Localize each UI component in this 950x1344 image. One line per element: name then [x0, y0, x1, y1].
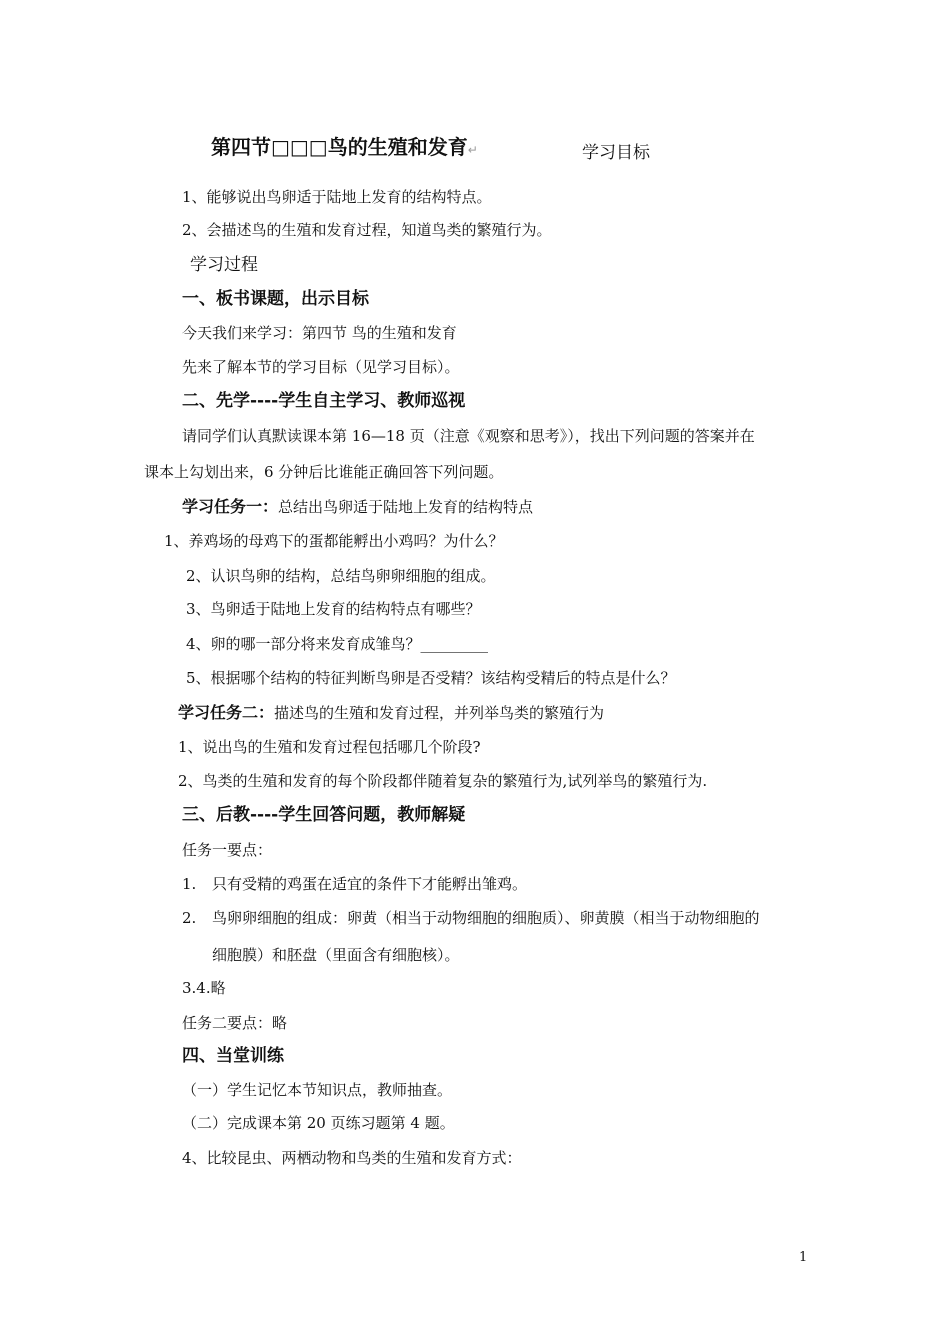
task-2-label: 学习任务二：	[178, 703, 275, 722]
learning-process-heading: 学习过程	[190, 255, 258, 275]
section-2-paragraph-line-1: 请同学们认真默读课本第 16—18 页（注意《观察和思考》），找出下列问题的答案并在	[182, 427, 755, 445]
practice-item-3: 4、比较昆虫、两栖动物和鸟类的生殖和发育方式：	[182, 1149, 522, 1167]
task-1-label: 学习任务一：	[182, 497, 279, 516]
answer-point-2-number: 2.	[182, 909, 197, 927]
answer-point-2-text-line-2: 细胞膜）和胚盘（里面含有细胞核）。	[212, 946, 460, 964]
answer-point-1	[182, 874, 527, 894]
task-2-question-2: 2、鸟类的生殖和发育的每个阶段都伴随着复杂的繁殖行为,试列举鸟的繁殖行为.	[178, 772, 708, 790]
goal-item-1: 1、能够说出鸟卵适于陆地上发育的结构特点。	[182, 188, 492, 206]
task-1-points-label: 任务一要点：	[182, 841, 273, 859]
task-1-heading	[182, 497, 533, 517]
task-1-question-5: 5、根据哪个结构的特征判断鸟卵是否受精？该结构受精后的特点是什么？	[186, 669, 676, 687]
section-1-heading: 一、板书课题，出示目标	[182, 289, 369, 309]
learning-goals-heading: 学习目标	[582, 143, 650, 163]
answer-point-2-text-line-1: 鸟卵卵细胞的组成：卵黄（相当于动物细胞的细胞质）、卵黄膜（相当于动物细胞的	[212, 909, 760, 927]
task-1-question-1: 1、养鸡场的母鸡下的蛋都能孵出小鸡吗？为什么？	[164, 532, 504, 550]
answer-point-1-number: 1.	[182, 875, 197, 893]
goal-item-2: 2、会描述鸟的生殖和发育过程，知道鸟类的繁殖行为。	[182, 221, 552, 239]
section-3-heading: 三、后教----学生回答问题，教师解疑	[182, 805, 466, 825]
section-2-paragraph-line-2: 课本上勾划出来，6 分钟后比谁能正确回答下列问题。	[144, 463, 504, 481]
lesson-title-text: 第四节□□□鸟的生殖和发育	[211, 135, 468, 159]
task-1-question-3: 3、鸟卵适于陆地上发育的结构特点有哪些？	[186, 600, 481, 618]
practice-item-2: （二）完成课本第 20 页练习题第 4 题。	[182, 1114, 455, 1132]
lesson-title	[211, 134, 478, 163]
answer-point-3-4: 3.4.略	[182, 979, 226, 997]
section-1-line-1: 今天我们来学习：第四节 鸟的生殖和发育	[182, 324, 457, 342]
answer-point-2	[182, 908, 760, 928]
page-number: 1	[799, 1250, 808, 1265]
task-2-text: 描述鸟的生殖和发育过程，并列举鸟类的繁殖行为	[274, 704, 605, 722]
section-1-line-2: 先来了解本节的学习目标（见学习目标）。	[182, 358, 460, 376]
paragraph-return-icon: ↵	[467, 143, 478, 157]
answer-point-1-text: 只有受精的鸡蛋在适宜的条件下才能孵出雏鸡。	[212, 875, 528, 893]
task-1-question-2: 2、认识鸟卵的结构，总结鸟卵卵细胞的组成。	[186, 567, 496, 585]
section-4-heading: 四、当堂训练	[182, 1046, 284, 1066]
task-2-question-1: 1、说出鸟的生殖和发育过程包括哪几个阶段?	[178, 738, 481, 756]
task-1-text: 总结出鸟卵适于陆地上发育的结构特点	[278, 498, 534, 516]
task-1-question-4: 4、卵的哪一部分将来发育成雏鸟？_________	[186, 635, 489, 653]
task-2-heading	[178, 703, 604, 723]
practice-item-1: （一）学生记忆本节知识点，教师抽查。	[182, 1081, 453, 1099]
section-2-heading: 二、先学----学生自主学习、教师巡视	[182, 391, 466, 411]
task-2-points: 任务二要点：略	[182, 1014, 288, 1032]
